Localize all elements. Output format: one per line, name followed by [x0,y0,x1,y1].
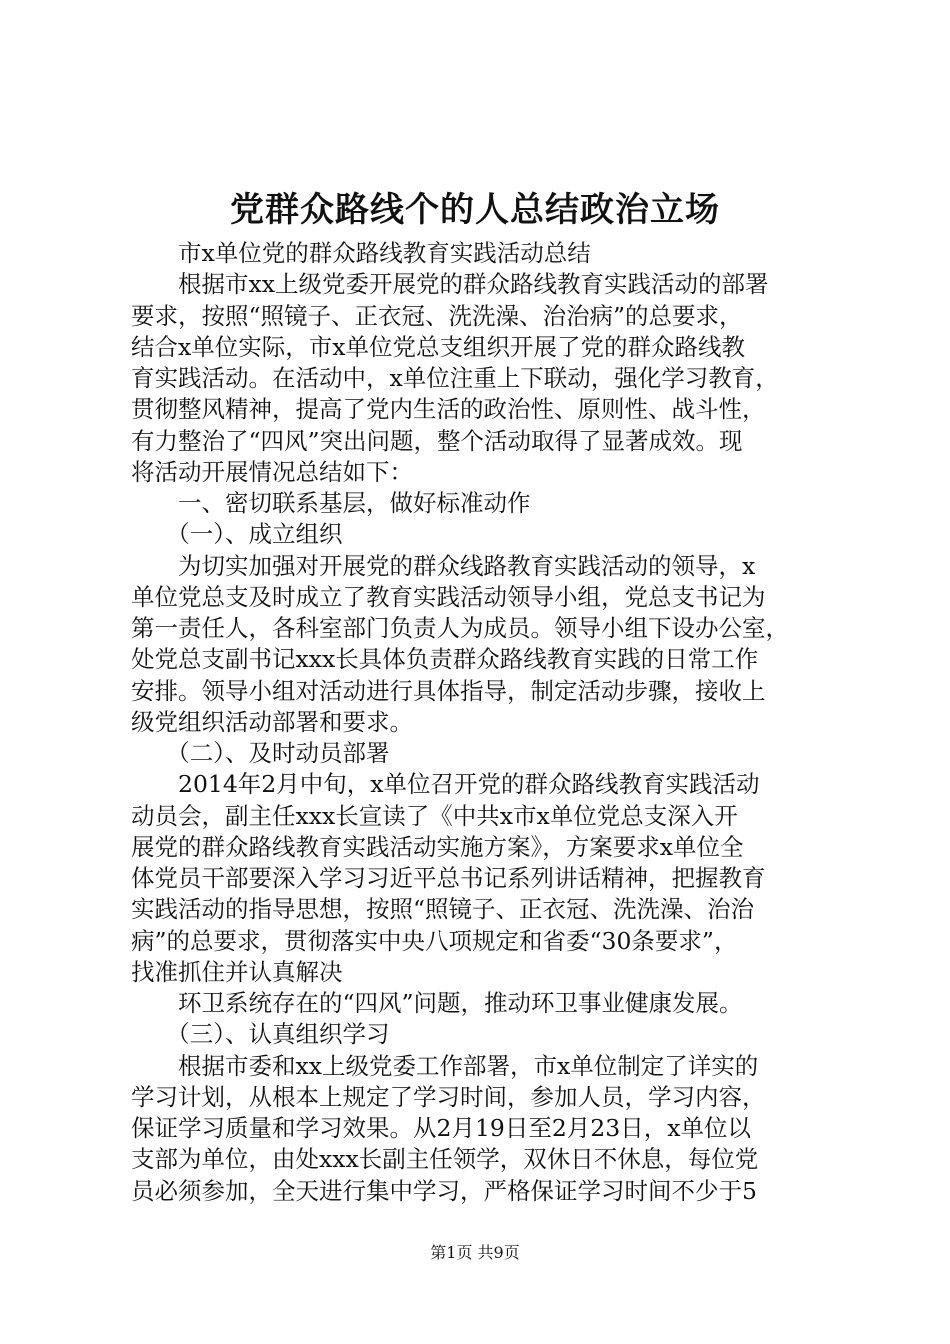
document-title: 党群众路线个的人总结政治立场 [230,190,720,230]
text-line: 环卫系统存在的“四风”问题，推动环卫事业健康发展。 [131,989,743,1017]
text-line: 结合x单位实际，市x单位党总支组织开展了党的群众路线教 [131,332,746,361]
text-line: 有力整治了“四风”突出问题，整个活动取得了显著成效。现 [131,426,743,455]
text-line: 安排。领导小组对活动进行具体指导，制定活动步骤，接收上 [131,676,766,705]
text-line: 将活动开展情况总结如下： [131,457,413,486]
text-line: 学习计划，从根本上规定了学习时间，参加人员，学习内容， [131,1082,766,1111]
text-line: 员必须参加，全天进行集中学习，严格保证学习时间不少于5 [131,1176,757,1205]
page-footer [0,1242,950,1264]
text-line: 处党总支副书记xxx长具体负责群众路线教育实践的日常工作 [131,645,759,674]
text-line: 贯彻整风精神，提高了党内生活的政治性、原则性、战斗性， [131,395,766,424]
page-indicator: 第1页 共9页 [430,1243,520,1262]
document-body [131,238,831,1207]
text-line: 支部为单位，由处xxx长副主任领学，双休日不休息，每位党 [131,1145,759,1174]
subsection-heading: （二）、及时动员部署 [131,739,390,767]
text-line: 根据市委和xx上级党委工作部署，市x单位制定了详实的 [131,1051,759,1080]
section-heading: 一、密切联系基层，做好标准动作 [131,489,531,517]
subsection-heading: （一）、成立组织 [131,520,343,549]
text-line: 体党员干部要深入学习习近平总书记系列讲话精神，把握教育 [131,864,766,892]
text-line: 育实践活动。在活动中，x单位注重上下联动，强化学习教育， [131,364,779,392]
text-line: 单位党总支及时成立了教育实践活动领导小组，党总支书记为 [131,582,766,611]
text-line: 第一责任人，各科室部门负责人为成员。领导小组下设办公室， [131,614,789,642]
text-line: 找准抓住并认真解决 [131,957,343,986]
text-line: 要求，按照“照镜子、正衣冠、洗洗澡、治治病”的总要求， [131,301,743,330]
text-line: 级党组织活动部署和要求。 [131,707,413,736]
text-line: 2014年2月中旬，x单位召开党的群众路线教育实践活动 [131,770,760,799]
text-line: 动员会，副主任xxx长宣读了《中共x市x单位党总支深入开 [131,801,738,830]
text-line: 病”的总要求，贯彻落实中央八项规定和省委“30条要求”， [131,926,738,955]
text-line: 市x单位党的群众路线教育实践活动总结 [131,239,591,267]
subsection-heading: （三）、认真组织学习 [131,1020,390,1049]
text-line: 展党的群众路线教育实践活动实施方案》，方案要求x单位全 [131,832,744,861]
text-line: 根据市xx上级党委开展党的群众路线教育实践活动的部署 [131,270,769,299]
text-line: 为切实加强对开展党的群众线路教育实践活动的领导，x [131,551,756,580]
text-line: 实践活动的指导思想，按照“照镜子、正衣冠、洗洗澡、治治 [131,895,755,924]
text-line: 保证学习质量和学习效果。从2月19日至2月23日，x单位以 [131,1114,751,1142]
